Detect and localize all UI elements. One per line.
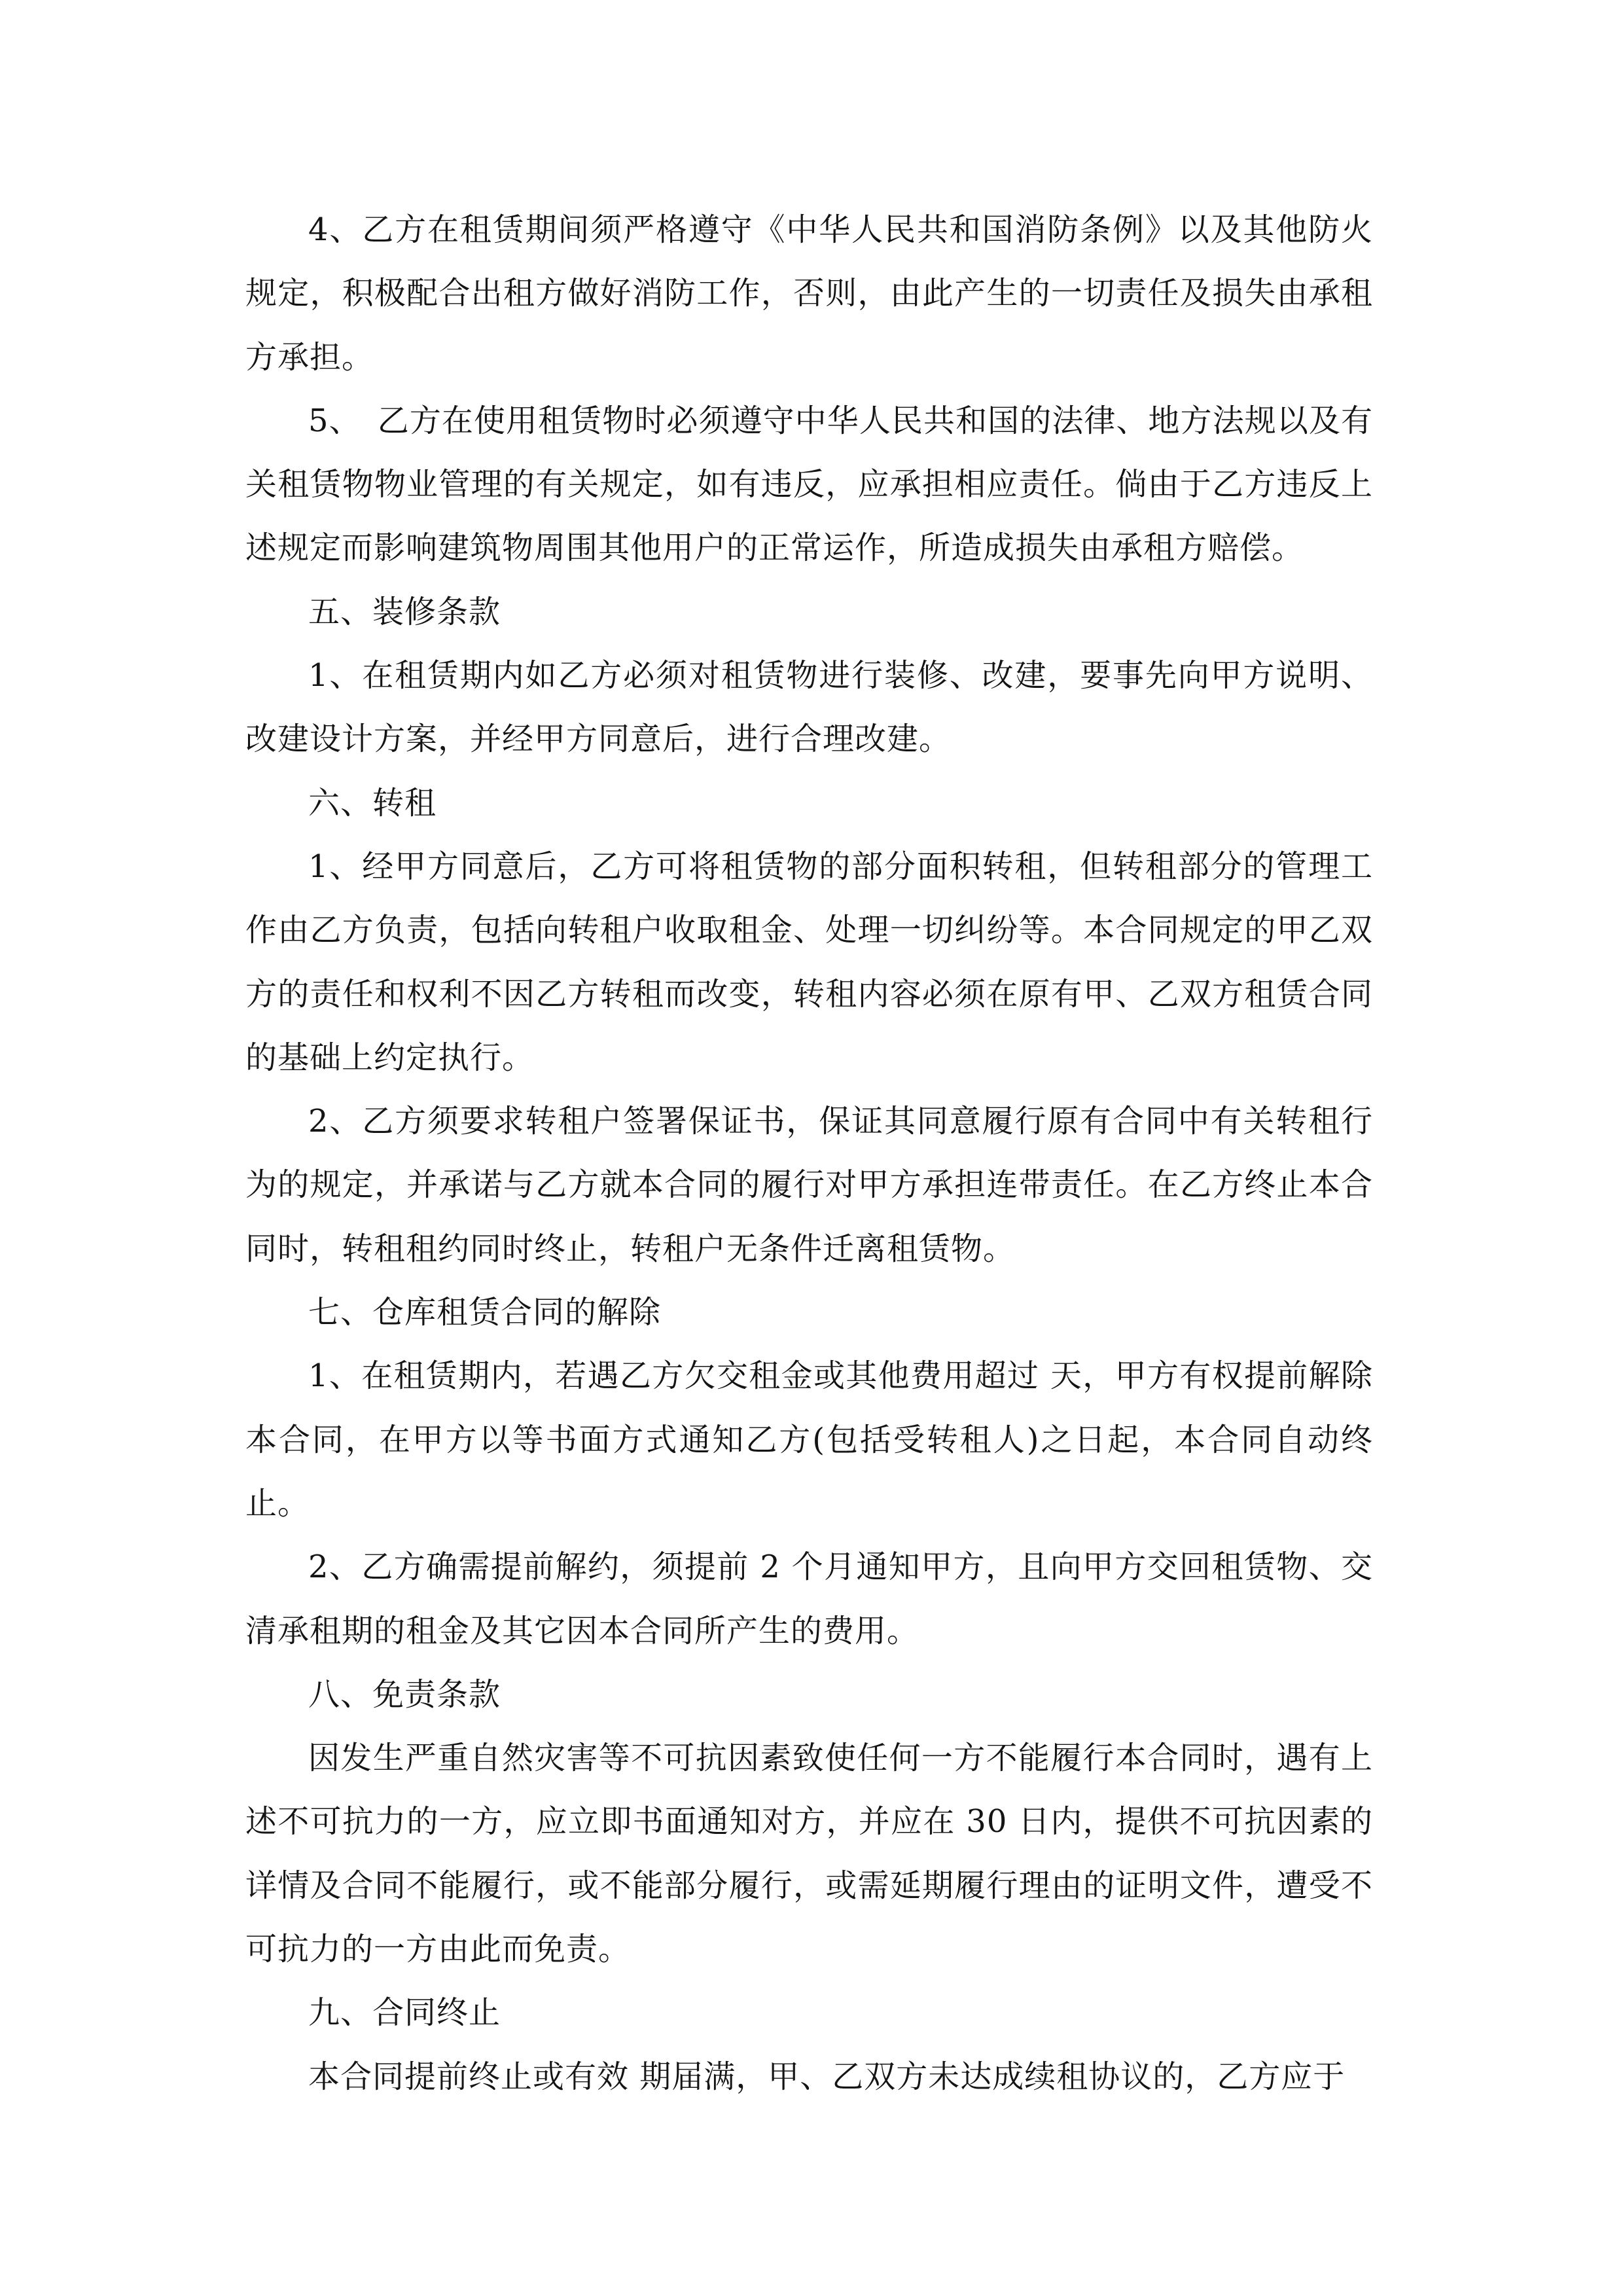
section-heading-renovation: 五、装修条款 [308, 593, 501, 630]
clause-legal-compliance: 5、 乙方在使用租赁物时必须遵守中华人民共和国的法律、地方法规以及有关租赁物物业管理的有关规定，如有违反，应承担相应责任。倘由于乙方违反上述规定而影响建筑物周围其他用户的正常运作，所造成损失由承租方赔偿。 [245, 402, 1373, 567]
section-heading-force-majeure: 八、免责条款 [308, 1676, 501, 1713]
section-heading-contract-end: 九、合同终止 [308, 1994, 501, 2032]
clause-sublease-guarantee: 2、乙方须要求转租户签署保证书，保证其同意履行原有合同中有关转租行为的规定，并承诺与乙方就本合同的履行对甲方承担连带责任。在乙方终止本合同时，转租租约同时终止，转租户无条件迁离租赁物。 [245, 1103, 1373, 1267]
clause-fire-safety: 4、乙方在租赁期间须严格遵守《中华人民共和国消防条例》以及其他防火规定，积极配合出租方做好消防工作，否则，由此产生的一切责任及损失由承租方承担。 [245, 211, 1373, 376]
clause-rescission-arrears: 1、在租赁期内，若遇乙方欠交租金或其他费用超过 天，甲方有权提前解除本合同，在甲方以等书面方式通知乙方(包括受转租人)之日起，本合同自动终止。 [245, 1357, 1373, 1522]
clause-contract-end: 本合同提前终止或有效 期届满，甲、乙双方未达成续租协议的，乙方应于 [308, 2058, 1346, 2095]
section-heading-sublease: 六、转租 [308, 784, 437, 821]
clause-early-termination: 2、乙方确需提前解约，须提前 2 个月通知甲方，且向甲方交回租赁物、交清承租期的租金及其它因本合同所产生的费用。 [245, 1549, 1373, 1649]
section-heading-termination-rescission: 七、仓库租赁合同的解除 [308, 1294, 662, 1331]
clause-force-majeure: 因发生严重自然灾害等不可抗因素致使任何一方不能履行本合同时，遇有上述不可抗力的一方，应立即书面通知对方，并应在 30 日内，提供不可抗因素的详情及合同不能履行，或不能部分履行，或需延期履行理由的证明文件，遭受不可抗力的一方由此而免责。 [245, 1740, 1373, 1968]
clause-renovation: 1、在租赁期内如乙方必须对租赁物进行装修、改建，要事先向甲方说明、改建设计方案，并经甲方同意后，进行合理改建。 [245, 657, 1373, 758]
clause-sublease-approval: 1、经甲方同意后，乙方可将租赁物的部分面积转租，但转租部分的管理工作由乙方负责，包括向转租户收取租金、处理一切纠纷等。本合同规定的甲乙双方的责任和权利不因乙方转租而改变，转租内容必须在原有甲、乙双方租赁合同的基础上约定执行。 [245, 848, 1373, 1076]
